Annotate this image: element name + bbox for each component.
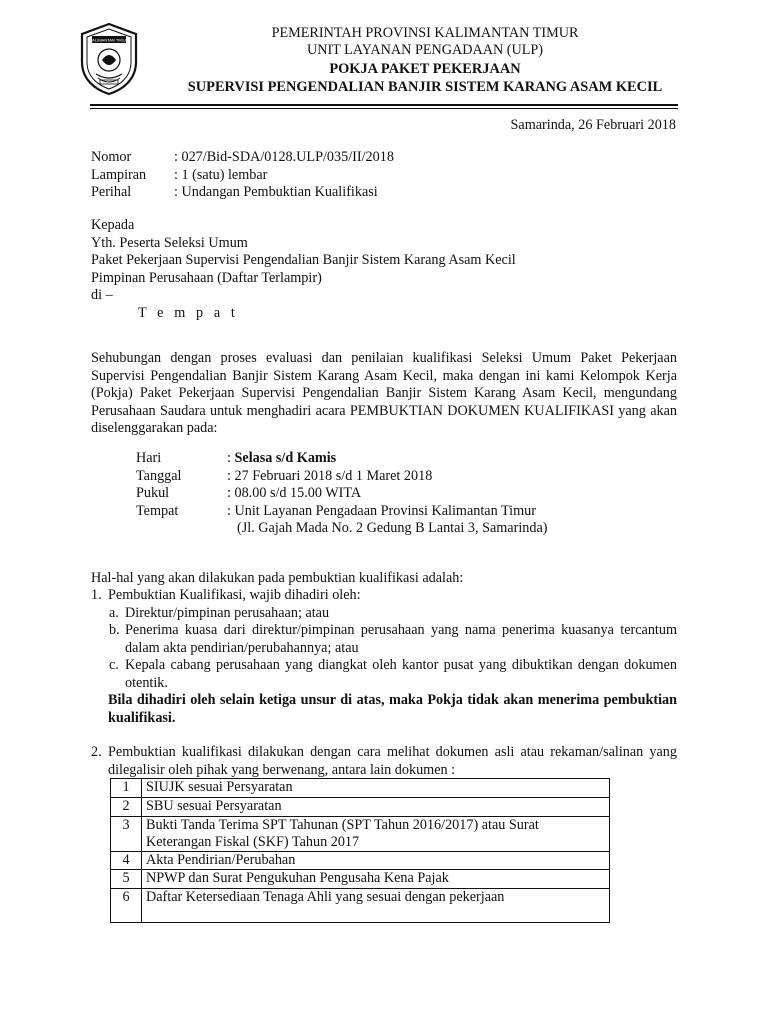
schedule-address: (Jl. Gajah Mada No. 2 Gedung B Lantai 3, Samarinda) <box>237 520 548 536</box>
attendance-warning: Bila dihadiri oleh selain ketiga unsur di atas, maka Pokja tidak akan menerima pembuktian kualifikasi. <box>108 692 677 726</box>
table-row <box>111 852 610 870</box>
doc-name: SIUJK sesuai Persyaratan <box>142 779 610 798</box>
seal-lettering: KALIMANTAN TIMUR <box>89 37 129 43</box>
letter-meta <box>91 149 394 202</box>
doc-name: Akta Pendirian/Perubahan <box>142 852 610 870</box>
doc-number: 5 <box>111 870 142 889</box>
list-item-text: Pembuktian kualifikasi dilakukan dengan cara melihat dokumen asli atau rekaman/salinan yang dilegalisir oleh pihak yang berwenang, antara lain dokumen : <box>108 744 677 778</box>
meta-value: : 1 (satu) lembar <box>174 166 268 183</box>
meta-value: : Undangan Pembuktian Kualifikasi <box>174 184 378 200</box>
letterhead-government: PEMERINTAH PROVINSI KALIMANTAN TIMUR <box>271 25 579 41</box>
table-row <box>111 779 610 798</box>
schedule-key: Hari <box>136 450 162 466</box>
doc-name: SBU sesuai Persyaratan <box>142 798 610 817</box>
list-number: 1. <box>91 587 102 603</box>
sub-text: Kepala cabang perusahaan yang diangkat oleh kantor pusat yang dibuktikan dengan dokumen otentik. <box>125 657 677 691</box>
list-item-2 <box>91 744 677 779</box>
schedule-row-tanggal <box>136 468 547 486</box>
schedule-key: Pukul <box>136 485 170 501</box>
table-row <box>111 870 610 889</box>
recipient-block <box>91 217 516 322</box>
sub-item-a <box>91 605 677 623</box>
letterhead-unit: UNIT LAYANAN PENGADAAN (ULP) <box>306 41 544 58</box>
recipient-package: Paket Pekerjaan Supervisi Pengendalian Banjir Sistem Karang Asam Kecil <box>91 252 516 268</box>
doc-name: Bukti Tanda Terima SPT Tahunan (SPT Tahun 2016/2017) atau Surat Keterangan Fiskal (SKF) Tahun 2017 <box>142 817 610 852</box>
sub-text: Direktur/pimpinan perusahaan; atau <box>125 604 330 621</box>
documents-table <box>110 778 610 923</box>
meta-row-perihal <box>91 184 394 202</box>
meta-value: : 027/Bid-SDA/0128.ULP/035/II/2018 <box>174 149 394 165</box>
schedule-row-pukul <box>136 485 547 503</box>
sub-letter: b. <box>109 622 120 638</box>
schedule-row-hari <box>136 450 547 468</box>
list-intro: Hal-hal yang akan dilakukan pada pembuktian kualifikasi adalah: <box>91 570 464 586</box>
letter-date: Samarinda, 26 Februari 2018 <box>510 117 676 133</box>
table-row <box>111 817 610 852</box>
sub-letter: c. <box>109 657 119 673</box>
doc-name: NPWP dan Surat Pengukuhan Pengusaha Kena Pajak <box>142 870 610 889</box>
letterhead <box>160 25 690 96</box>
schedule-key: Tanggal <box>136 467 182 484</box>
sub-item-c <box>91 657 677 692</box>
letterhead-rule-thin <box>90 108 678 109</box>
recipient-leader: Pimpinan Perusahaan (Daftar Terlampir) <box>91 269 322 286</box>
recipient-yth: Yth. Peserta Seleksi Umum <box>91 234 248 251</box>
meta-key: Nomor <box>91 149 132 165</box>
schedule-value: : 27 Februari 2018 s/d 1 Maret 2018 <box>227 467 433 484</box>
doc-number: 6 <box>111 889 142 923</box>
meta-row-lampiran <box>91 167 394 185</box>
schedule-row-tempat-address <box>136 520 547 538</box>
requirements-list <box>91 587 677 779</box>
schedule-key: Tempat <box>136 502 179 519</box>
doc-number: 2 <box>111 798 142 817</box>
letterhead-rule-thick <box>90 104 678 106</box>
schedule-table <box>136 450 547 538</box>
letterhead-project: SUPERVISI PENGENDALIAN BANJIR SISTEM KARANG ASAM KECIL <box>187 79 663 95</box>
doc-number: 4 <box>111 852 142 870</box>
recipient-kepada: Kepada <box>91 217 135 233</box>
doc-number: 3 <box>111 817 142 852</box>
list-item-1 <box>91 587 677 605</box>
body-paragraph: Sehubungan dengan proses evaluasi dan penilaian kualifikasi Seleksi Umum Paket Pekerjaan Supervisi Pengendalian Banjir Sistem Karang Asam Kecil, maka dengan ini kami Kelompok Kerja (Pokja) Paket Pekerjaan Supervisi Pengendalian Banjir Sistem Karang Asam Kecil, mengundang Perusahaan Saudara untuk menghadiri acara PEMBUKTIAN DOKUMEN KUALIFIKASI yang akan diselenggarakan pada: <box>91 350 677 436</box>
schedule-hari-value: Selasa s/d Kamis <box>234 450 337 466</box>
table-row <box>111 798 610 817</box>
schedule-value: : Unit Layanan Pengadaan Provinsi Kalimantan Timur <box>227 502 536 519</box>
meta-row-nomor <box>91 149 394 167</box>
sub-text: Penerima kuasa dari direktur/pimpinan perusahaan yang nama penerima kuasanya tercantum dalam akta pendirian/perubahannya; atau <box>125 622 677 656</box>
meta-key: Lampiran <box>91 166 147 183</box>
schedule-value: : 08.00 s/d 15.00 WITA <box>227 485 362 501</box>
doc-number: 1 <box>111 779 142 798</box>
schedule-colon: : <box>227 450 235 466</box>
schedule-row-tempat <box>136 503 547 521</box>
letterhead-pokja: POKJA PAKET PEKERJAAN <box>329 61 521 77</box>
meta-key: Perihal <box>91 184 132 200</box>
doc-name: Daftar Ketersediaan Tenaga Ahli yang sesuai dengan pekerjaan <box>142 889 610 923</box>
list-item-text: Pembuktian Kualifikasi, wajib dihadiri oleh: <box>108 587 361 603</box>
schedule-value <box>227 450 547 468</box>
recipient-place: T e m p a t <box>138 304 239 321</box>
sub-item-b <box>91 622 677 657</box>
sub-letter: a. <box>109 604 119 621</box>
list-number: 2. <box>91 744 102 760</box>
table-row <box>111 889 610 923</box>
recipient-di: di – <box>91 287 113 303</box>
kalimantan-timur-seal-icon <box>78 22 140 96</box>
